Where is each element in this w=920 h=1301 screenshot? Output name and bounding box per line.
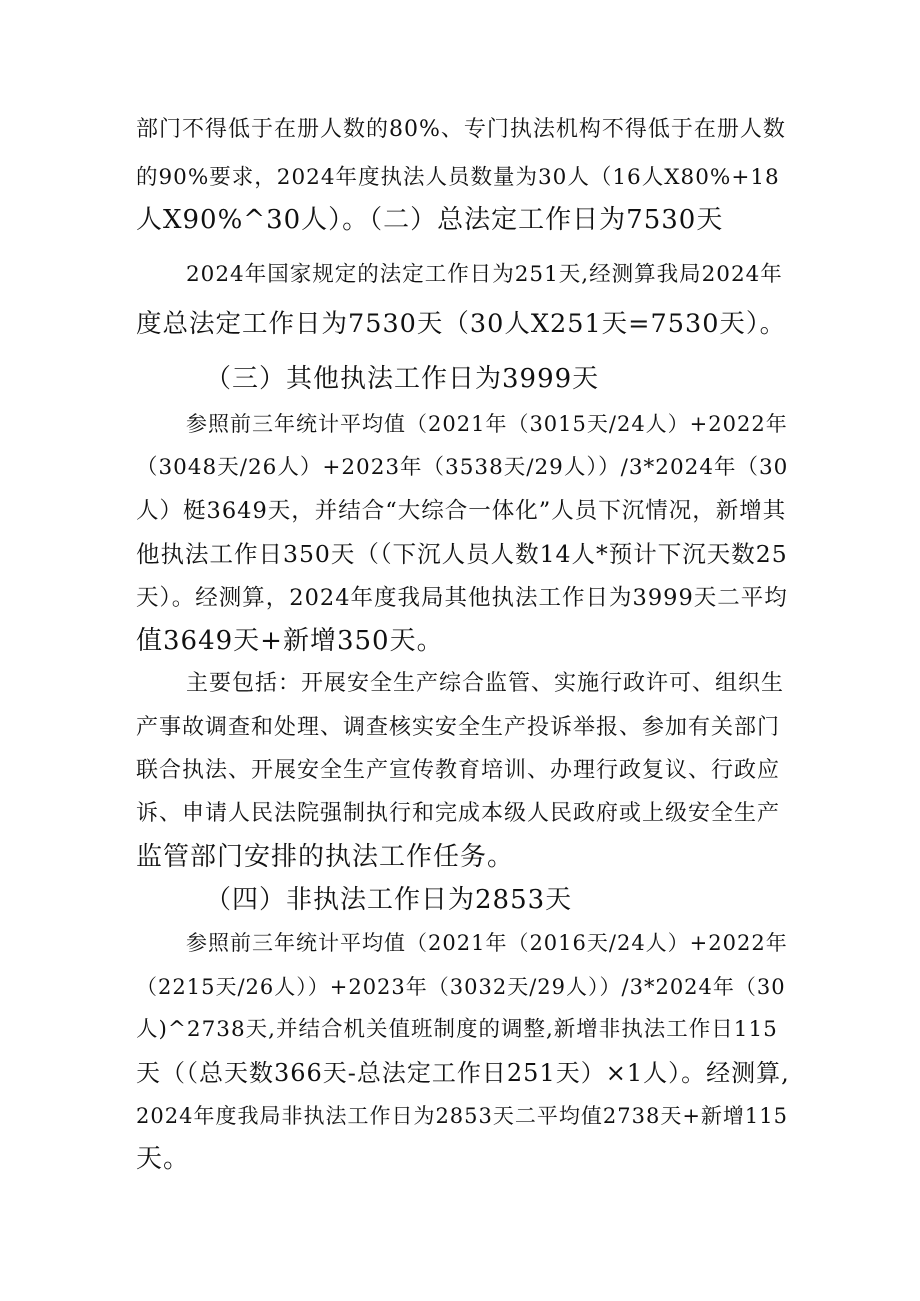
text-line: （3048天/26人）+2023年（3538天/29人））/3*2024年（30 bbox=[136, 455, 789, 480]
text-line: 人)^2738天,并结合机关值班制度的调整,新增非执法工作日115 bbox=[136, 1017, 778, 1042]
text-line: 人）梃3649天，并结合“大综合一体化”人员下沉情况，新增其 bbox=[136, 498, 787, 524]
text-line: 参照前三年统计平均值（2021年（2016天/24人）+2022年 bbox=[186, 931, 788, 955]
section-heading: （四）非执法工作日为2853天 bbox=[205, 885, 573, 915]
text-line: 监管部门安排的执法工作任务。 bbox=[136, 842, 515, 872]
text-line: 部门不得低于在册人数的80%、专门执法机构不得低于在册人数 bbox=[136, 117, 786, 142]
text-line: （2215天/26人））+2023年（3032天/29人））/3*2024年（30 bbox=[136, 975, 786, 999]
section-heading: （三）其他执法工作日为3999天 bbox=[205, 364, 600, 394]
text-line: 诉、申请人民法院强制执行和完成本级人民政府或上级安全生产 bbox=[136, 801, 781, 826]
text-line: 天）。经测算，2024年度我局其他执法工作日为3999天二平均 bbox=[136, 585, 788, 611]
text-line: 他执法工作日350天（（下沉人员人数14人*预计下沉天数25 bbox=[136, 540, 788, 568]
text-line: 产事故调查和处理、调查核实安全生产投诉举报、参加有关部门 bbox=[136, 715, 781, 740]
text-line: 度总法定工作日为7530天（30人X251天=7530天）。 bbox=[136, 309, 787, 339]
text-line: 天。 bbox=[136, 1144, 191, 1174]
text-line: 天（（总天数366天-总法定工作日251天）×1人）。经测算, bbox=[136, 1059, 790, 1087]
text-line: 联合执法、开展安全生产宣传教育培训、办理行政复议、行政应 bbox=[136, 758, 781, 783]
text-line: 值3649天+新增350天。 bbox=[136, 626, 444, 656]
text-line: 2024年度我局非执法工作日为2853天二平均值2738天+新增115 bbox=[136, 1104, 789, 1128]
text-line: 主要包括：开展安全生产综合监管、实施行政许可、组织生 bbox=[186, 671, 785, 696]
text-line: 的90%要求，2024年度执法人员数量为30人（16人X80%+18 bbox=[136, 165, 780, 190]
text-line: 2024年国家规定的法定工作日为251天,经测算我局2024年 bbox=[186, 262, 783, 287]
text-line: 人X90%^30人）。（二）总法定工作日为7530天 bbox=[136, 205, 724, 235]
text-line: 参照前三年统计平均值（2021年（3015天/24人）+2022年 bbox=[186, 412, 788, 436]
